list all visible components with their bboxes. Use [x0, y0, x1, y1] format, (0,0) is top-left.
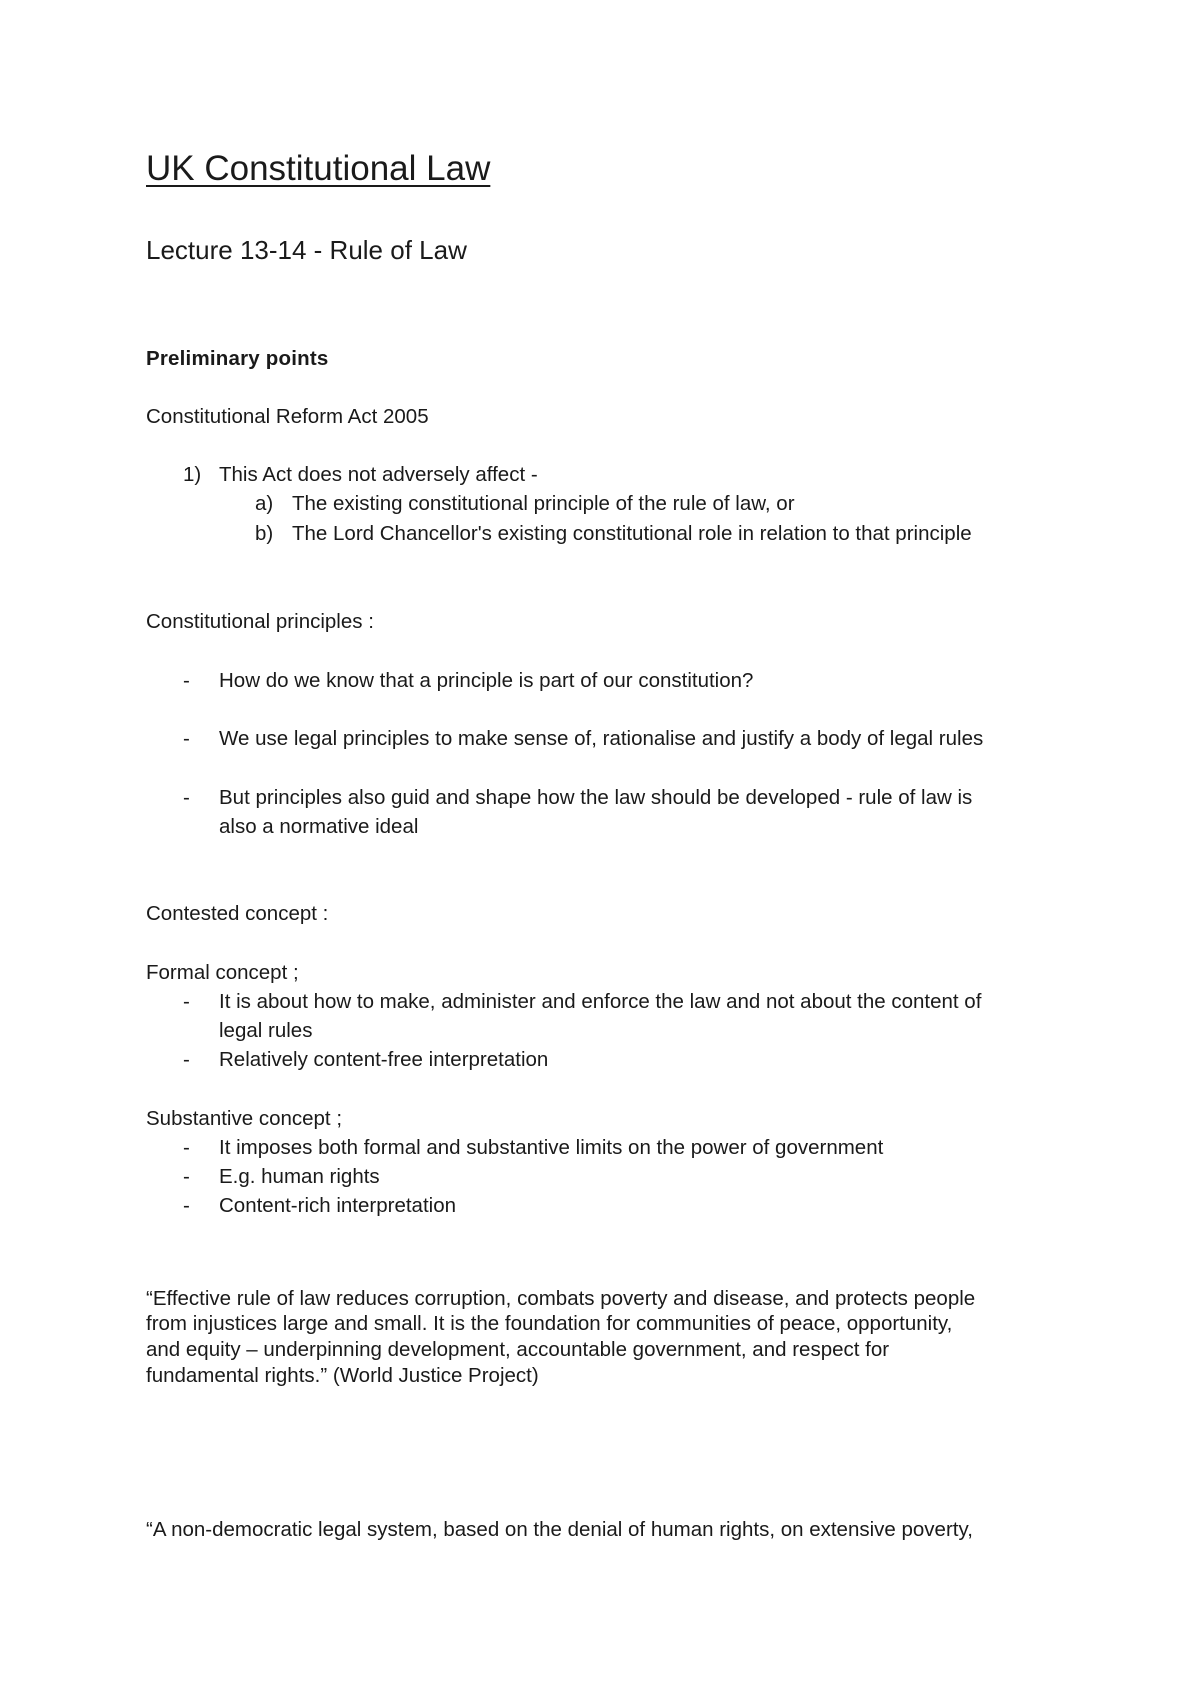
- bullet-text-continued: legal rules: [219, 1019, 313, 1042]
- bullet-text: We use legal principles to make sense of, rationalise and justify a body of legal rules: [219, 727, 984, 750]
- bullet-text: Content-rich interpretation: [219, 1194, 457, 1217]
- bullet-marker: -: [183, 990, 190, 1013]
- subitem-text: The existing constitutional principle of the rule of law, or: [292, 492, 795, 515]
- bullet-marker: -: [183, 669, 190, 692]
- bullet-text-continued: also a normative ideal: [219, 815, 419, 838]
- document-title: UK Constitutional Law: [146, 149, 491, 188]
- numbered-marker: 1): [183, 463, 202, 486]
- subitem-marker: a): [255, 492, 274, 515]
- principles-heading: Constitutional principles :: [146, 610, 374, 633]
- contested-heading: Contested concept :: [146, 902, 329, 925]
- substantive-heading: Substantive concept ;: [146, 1107, 343, 1130]
- bullet-marker: -: [183, 727, 190, 750]
- act-title: Constitutional Reform Act 2005: [146, 405, 429, 428]
- bullet-text: E.g. human rights: [219, 1165, 380, 1188]
- subitem-text: The Lord Chancellor's existing constitutional role in relation to that principle: [292, 522, 972, 545]
- bullet-marker: -: [183, 1194, 190, 1217]
- quote-line: fundamental rights.” (World Justice Project): [146, 1364, 539, 1387]
- bullet-marker: -: [183, 1136, 190, 1159]
- bullet-marker: -: [183, 1165, 190, 1188]
- bullet-text: It imposes both formal and substantive limits on the power of government: [219, 1136, 884, 1159]
- subitem-marker: b): [255, 522, 274, 545]
- formal-heading: Formal concept ;: [146, 961, 299, 984]
- bullet-text: It is about how to make, administer and enforce the law and not about the content of: [219, 990, 982, 1013]
- quote-line: and equity – underpinning development, accountable government, and respect for: [146, 1338, 890, 1361]
- numbered-item-text: This Act does not adversely affect -: [219, 463, 538, 486]
- bullet-marker: -: [183, 786, 190, 809]
- bullet-text: How do we know that a principle is part of our constitution?: [219, 669, 754, 692]
- bullet-text: But principles also guid and shape how the law should be developed - rule of law is: [219, 786, 973, 809]
- quote-line: “Effective rule of law reduces corruption, combats poverty and disease, and protects people: [146, 1287, 976, 1310]
- quote-line: from injustices large and small. It is the foundation for communities of peace, opportunity,: [146, 1312, 953, 1335]
- bullet-text: Relatively content-free interpretation: [219, 1048, 549, 1071]
- section-heading: Preliminary points: [146, 347, 329, 370]
- bullet-marker: -: [183, 1048, 190, 1071]
- quote-line: “A non-democratic legal system, based on the denial of human rights, on extensive poverty,: [146, 1518, 973, 1541]
- lecture-subtitle: Lecture 13-14 - Rule of Law: [146, 235, 467, 265]
